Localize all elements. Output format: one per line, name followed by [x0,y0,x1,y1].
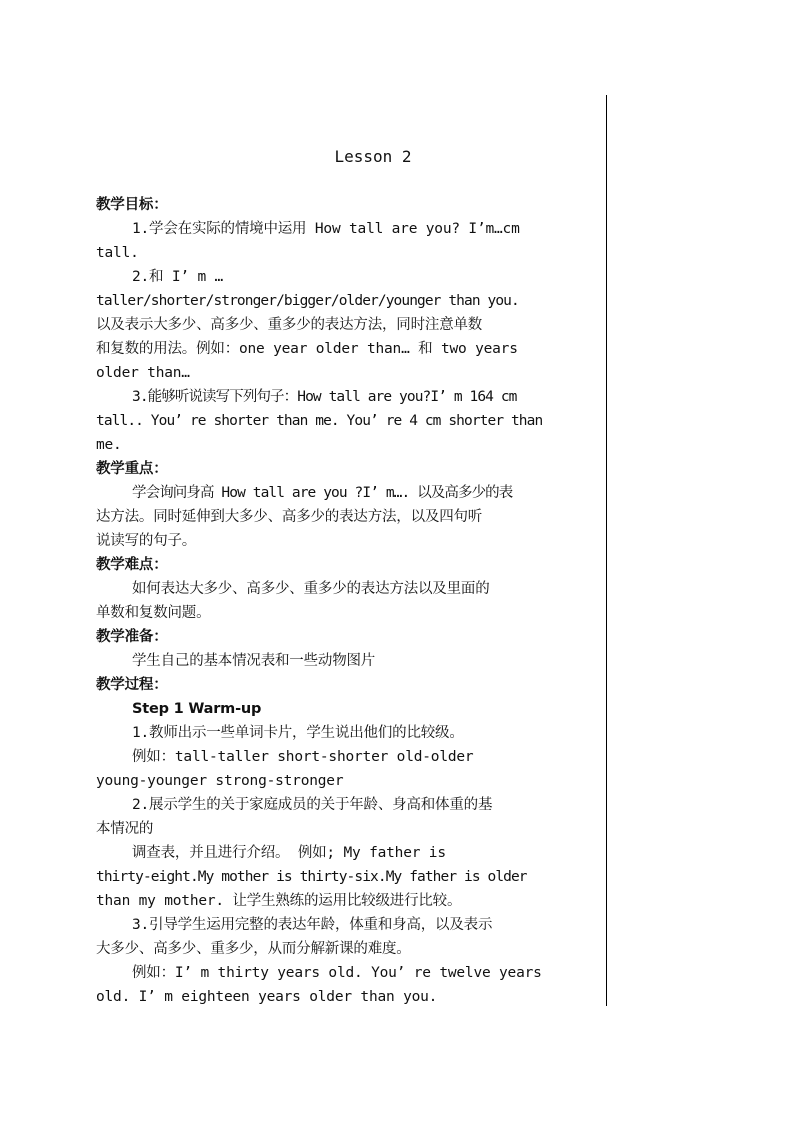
page-title: Lesson 2 [334,147,412,166]
section-heading: 教学目标： [96,197,168,213]
text-line: 本情况的 [96,821,154,837]
text-line: old. I’ m eighteen years older than you. [96,989,438,1005]
text-line: 1.学会在实际的情境中运用 How tall are you? I’m…cm [132,221,520,237]
text-line: taller/shorter/stronger/bigger/older/younger than you. [96,293,519,309]
text-line: thirty-eight.My mother is thirty-six.My father is older [96,869,527,885]
text-line: me. [96,437,122,453]
text-line: 调查表，并且进行介绍。 例如; My father is [132,845,446,861]
text-line: 学生自己的基本情况表和一些动物图片 [132,653,376,669]
section-heading: Step 1 Warm-up [132,701,262,717]
text-line: 大多少、高多少、重多少，从而分解新课的难度。 [96,941,411,957]
section-heading: 教学重点： [96,461,168,477]
section-heading: 教学难点： [96,557,168,573]
text-line: than my mother. 让学生熟练的运用比较级进行比较。 [96,893,462,909]
text-line: 2.和 I’ m … [132,269,224,285]
text-line: 以及表示大多少、高多少、重多少的表达方法，同时注意单数 [96,317,483,333]
text-line: 1.教师出示一些单词卡片，学生说出他们的比较级。 [132,725,464,741]
text-line: 例如：I’ m thirty years old. You’ re twelve years [132,965,542,981]
section-heading: 教学准备： [96,629,168,645]
text-line: 单数和复数问题。 [96,605,211,621]
text-line: young-younger strong-stronger [96,773,344,789]
text-line: 3.引导学生运用完整的表达年龄，体重和身高，以及表示 [132,917,493,933]
document-body [96,193,604,1009]
section-heading: 教学过程： [96,677,168,693]
text-line: 2.展示学生的关于家庭成员的关于年龄、身高和体重的基 [132,797,493,813]
text-line: 3.能够听说读写下列句子：How tall are you?I’ m 164 cm [132,389,517,405]
text-line: 例如：tall-taller short-shorter old-older [132,749,474,765]
text-line: older than… [96,365,190,381]
text-line: 和复数的用法。例如：one year older than… 和 two years [96,341,518,357]
text-line: 说读写的句子。 [96,533,197,549]
text-line: 学会询问身高 How tall are you ?I’ m…. 以及高多少的表 [132,485,513,501]
text-line: 如何表达大多少、高多少、重多少的表达方法以及里面的 [132,581,490,597]
text-line: tall.. You’ re shorter than me. You’ re 4 cm shorter than [96,413,543,429]
vertical-rule [606,95,607,1006]
text-line: 达方法。同时延伸到大多少、高多少的表达方法，以及四句听 [96,509,483,525]
text-line: tall. [96,245,139,261]
